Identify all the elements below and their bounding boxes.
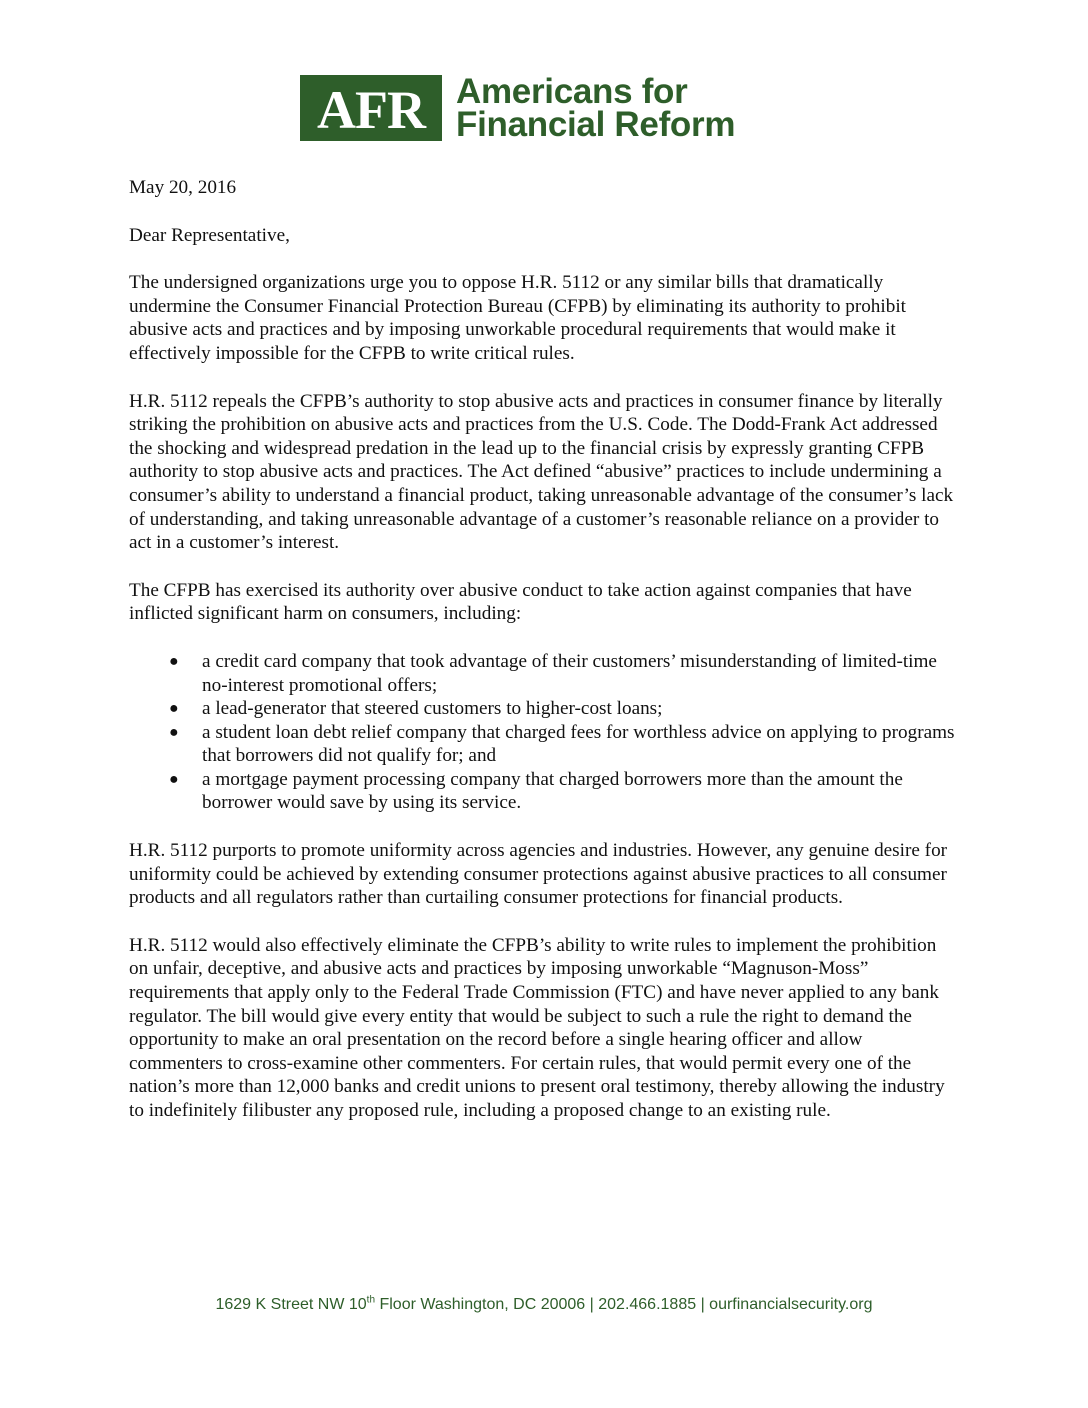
letterhead-footer — [0, 1296, 1088, 1314]
footer-address-part2: Floor Washington, DC 20006 | 202.466.1885 | ourfinancialsecurity.org — [375, 1296, 873, 1313]
bullet-icon: ● — [169, 723, 179, 741]
paragraph-enforcement: The CFPB has exercised its authority over abusive conduct to take action against companies that have inflicted significant harm on consumers, including: — [129, 579, 912, 625]
bullet-icon: ● — [169, 700, 179, 718]
bullet-icon: ● — [169, 770, 179, 788]
organization-name-line1: Americans for — [456, 72, 688, 111]
footer-address-superscript: th — [366, 1294, 376, 1306]
list-item: ● a credit card company that took advantage of their customers’ misunderstanding of limited-time no-interest promotional offers; — [169, 650, 937, 696]
paragraph-rulemaking: H.R. 5112 would also effectively eliminate the CFPB’s ability to write rules to implement the prohibition on unfair, deceptive, and abusive acts and practices by imposing unworkable “Magnuson-Moss” requirements that apply only to the Federal Trade Commission (FTC) and have never applied to any bank regulator. The bill would give every entity that would be subject to such a rule the right to demand the opportunity to make an oral presentation on the record before a single hearing officer and allow commenters to cross-examine other commenters. For certain rules, that would permit every one of the nation’s more than 12,000 banks and credit unions to present oral testimony, thereby allowing the industry to indefinitely filibuster any proposed rule, including a proposed change to an existing rule. — [129, 934, 945, 1121]
letter-body — [129, 176, 959, 1147]
organization-name-line2: Financial Reform — [456, 105, 736, 144]
salutation: Dear Representative, — [129, 224, 290, 246]
enforcement-list — [129, 650, 959, 815]
paragraph-repeal: H.R. 5112 repeals the CFPB’s authority to stop abusive acts and practices in consumer finance by literally striking the prohibition on abusive acts and practices from the U.S. Code. The Dodd-Frank Act addressed the shocking and widespread predation in the lead up to the financial crisis by expressly granting CFPB authority to stop abusive acts and practices. The Act defined “abusive” practices to include undermining a consumer’s ability to understand a financial product, taking unreasonable advantage of the consumer’s lack of understanding, and taking unreasonable advantage of a customer’s reasonable reliance on a provider to act in a customer’s interest. — [129, 390, 954, 554]
footer-address-part1: 1629 K Street NW 10 — [215, 1296, 367, 1313]
afr-logo-mark: AFR — [300, 75, 442, 141]
list-item: ● a mortgage payment processing company that charged borrowers more than the amount the borrower would save by using its service. — [169, 768, 903, 814]
letter-date: May 20, 2016 — [129, 177, 237, 198]
list-item: ● a student loan debt relief company that charged fees for worthless advice on applying to programs that borrowers did not qualify for; and — [169, 721, 955, 767]
paragraph-intro: The undersigned organizations urge you to oppose H.R. 5112 or any similar bills that dramatically undermine the Consumer Financial Protection Bureau (CFPB) by eliminating its authority to prohibit abusive acts and practices and by imposing unworkable procedural requirements that would make it effectively impossible for the CFPB to write critical rules. — [129, 272, 906, 364]
bullet-icon: ● — [169, 652, 179, 670]
list-item: ● a lead-generator that steered customers to higher-cost loans; — [169, 698, 663, 720]
paragraph-uniformity: H.R. 5112 purports to promote uniformity across agencies and industries. However, any genuine desire for uniformity could be achieved by extending consumer protections against abusive practices to all consumer products and all regulators rather than curtailing consumer protections for financial products. — [129, 840, 948, 909]
letterhead-logo — [300, 72, 736, 144]
organization-name — [456, 72, 736, 144]
